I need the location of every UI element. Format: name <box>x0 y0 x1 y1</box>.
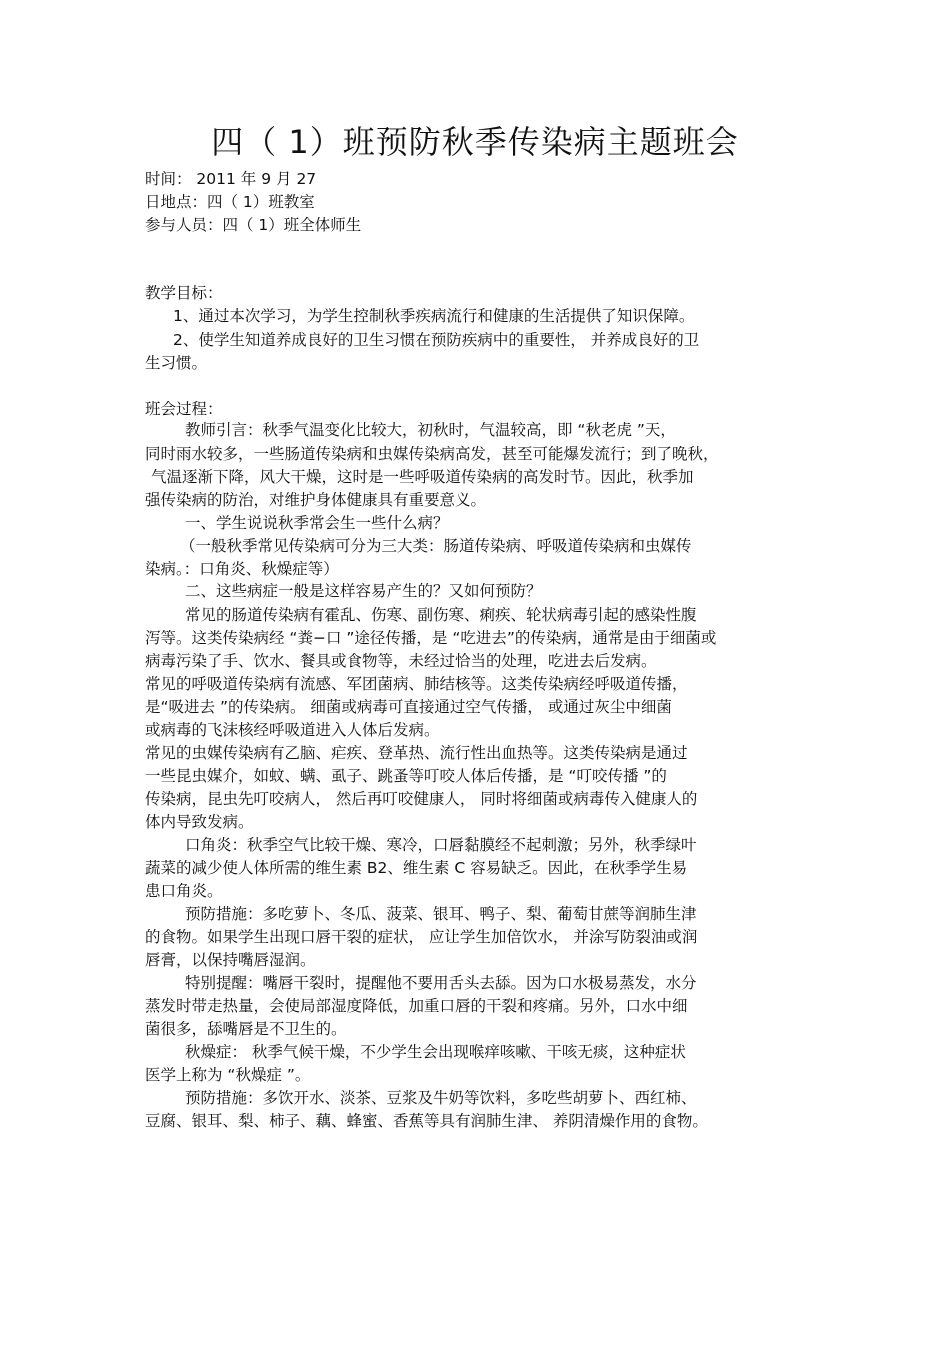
text-line: 参与人员：四（ 1）班全体师生 <box>145 216 362 234</box>
text-line: 豆腐、银耳、梨、柿子、藕、蜂蜜、香蕉等具有润肺生津、 养阴清燥作用的食物。 <box>145 1112 708 1130</box>
text-line: 唇膏，以保持嘴唇湿润。 <box>145 951 316 969</box>
text-line: 常见的呼吸道传染病有流感、军团菌病、肺结核等。这类传染病经呼吸道传播， <box>145 675 688 693</box>
text-line: 的食物。如果学生出现口唇干裂的症状， 应让学生加倍饮水， 并涂写防裂油或润 <box>145 928 698 946</box>
text-line: 常见的肠道传染病有霍乱、伤寒、副伤寒、痢疾、轮状病毒引起的感染性腹 <box>185 606 697 624</box>
text-line: 二、这些病症一般是这样容易产生的？又如何预防？ <box>185 582 542 600</box>
text-line: 特别提醒：嘴唇干裂时，提醒他不要用舌头去舔。因为口水极易蒸发，水分 <box>185 974 697 992</box>
text-line: 班会过程： <box>145 400 223 418</box>
text-line: 教师引言：秋季气温变化比较大，初秋时，气温较高，即 “秋老虎 ”天， <box>185 421 676 439</box>
text-line: 生习惯。 <box>145 354 208 372</box>
text-line: 是“吸进去 ”的传染病。 细菌或病毒可直接通过空气传播， 或通过灰尘中细菌 <box>145 698 672 716</box>
text-line: 蔬菜的减少使人体所需的维生素 B2、维生素 C 容易缺乏。因此，在秋季学生易 <box>145 859 688 877</box>
text-line: 菌很多，舔嘴唇是不卫生的。 <box>145 1020 347 1038</box>
text-line: 预防措施：多吃萝卜、冬瓜、菠菜、银耳、鸭子、梨、葡萄甘蔗等润肺生津 <box>185 905 697 923</box>
text-line: 染病。：口角炎、秋燥症等） <box>145 560 339 578</box>
text-line: 病毒污染了手、饮水、餐具或食物等，未经过恰当的处理，吃进去后发病。 <box>145 652 657 670</box>
text-line: 一些昆虫媒介，如蚊、螨、虱子、跳蚤等叮咬人体后传播，是 “叮咬传播 ”的 <box>145 767 667 785</box>
text-line: 口角炎：秋季空气比较干燥、寒冷，口唇黏膜经不起刺激；另外，秋季绿叶 <box>185 836 697 854</box>
text-line: 常见的虫媒传染病有乙脑、疟疾、登革热、流行性出血热等。这类传染病是通过 <box>145 744 688 762</box>
text-line: 传染病，昆虫先叮咬病人， 然后再叮咬健康人， 同时将细菌或病毒传入健康人的 <box>145 790 698 808</box>
text-line: 教学目标： <box>145 284 223 302</box>
text-line: 或病毒的飞沫核经呼吸道进入人体后发病。 <box>145 721 440 739</box>
text-line: 2、使学生知道养成良好的卫生习惯在预防疾病中的重要性， 并养成良好的卫 <box>173 331 700 349</box>
text-line: （一般秋季常见传染病可分为三大类：肠道传染病、呼吸道传染病和虫媒传 <box>180 537 692 555</box>
text-line: 同时雨水较多，一些肠道传染病和虫媒传染病高发，甚至可能爆发流行；到了晚秋， <box>145 445 719 463</box>
text-line: 时间： 2011 年 9 月 27 <box>145 170 317 188</box>
text-line: 预防措施：多饮开水、淡茶、豆浆及牛奶等饮料，多吃些胡萝卜、西红柿、 <box>185 1089 697 1107</box>
text-line: 强传染病的防治，对维护身体健康具有重要意义。 <box>145 491 487 509</box>
text-line: 医学上称为 “秋燥症 ”。 <box>145 1066 311 1084</box>
text-line: 气温逐渐下降，风大干燥，这时是一些呼吸道传染病的高发时节。因此，秋季加 <box>151 468 694 486</box>
text-line: 秋燥症： 秋季气候干燥，不少学生会出现喉痒咳嗽、干咳无痰，这种症状 <box>185 1043 686 1061</box>
text-line: 体内导致发病。 <box>145 813 254 831</box>
text-line: 1、通过本次学习，为学生控制秋季疾病流行和健康的生活提供了知识保障。 <box>173 307 695 325</box>
text-line: 蒸发时带走热量，会使局部湿度降低，加重口唇的干裂和疼痛。另外，口水中细 <box>145 997 688 1015</box>
text-line: 患口角炎。 <box>145 882 223 900</box>
text-line: 泻等。这类传染病经 “粪−口 ”途径传播，是 “吃进去”的传染病，通常是由于细菌或 <box>145 629 717 647</box>
text-line: 一、学生说说秋季常会生一些什么病？ <box>185 514 449 532</box>
text-line: 日地点：四（ 1）班教室 <box>145 193 315 211</box>
document-title: 四（ 1）班预防秋季传染病主题班会 <box>211 123 739 161</box>
